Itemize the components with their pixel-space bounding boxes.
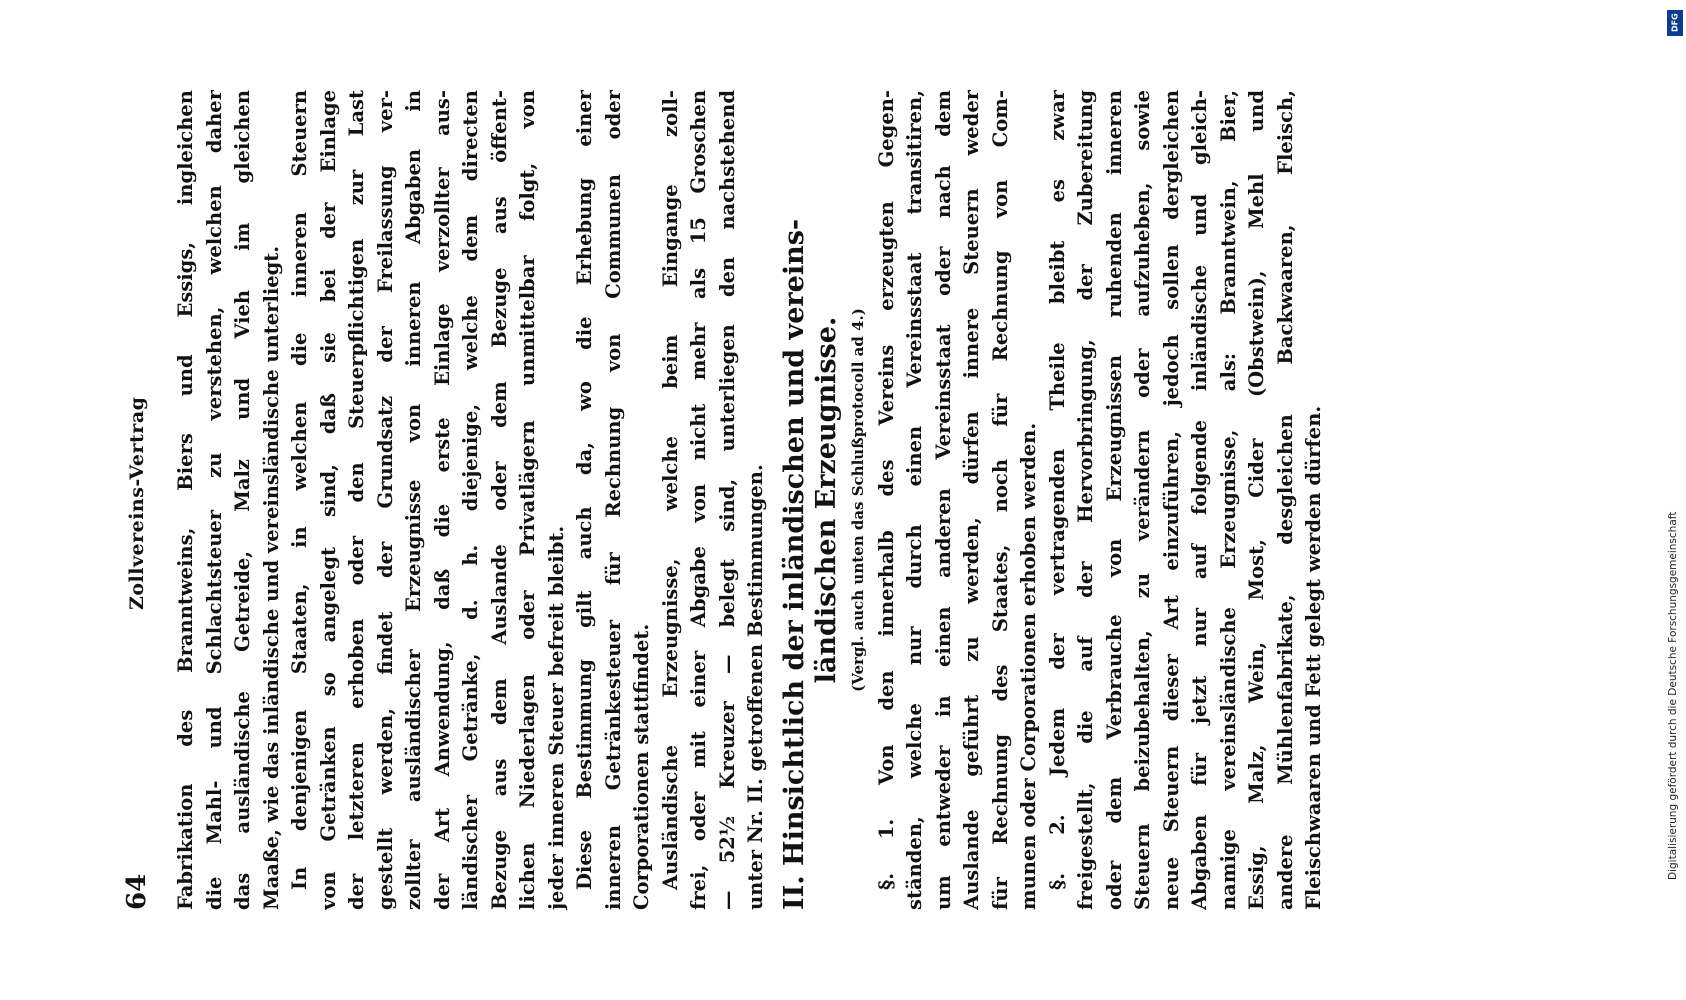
text-line: der Art Anwendung, daß die erste Einlage verzollter aus- xyxy=(430,90,454,910)
paragraph xyxy=(571,90,657,910)
text-line: Ausländische Erzeugnisse, welche beim Eingange zoll- xyxy=(658,90,682,890)
text-line: das ausländische Getreide, Malz und Vieh im gleichen xyxy=(231,90,254,910)
text-line: freigestellt, die auf der Hervorbringung, der Zubereitung xyxy=(1074,90,1097,910)
text-line: munen oder Corporationen erhoben werden. xyxy=(1017,422,1040,910)
text-line: Corporationen stattfindet. xyxy=(630,623,653,910)
text-line: neue Steuern dieser Art einzuführen, jedoch sollen dergleichen xyxy=(1159,90,1183,910)
body-text xyxy=(172,90,1329,910)
text-line: von Getränken so angelegt sind, daß sie bei der Einlage xyxy=(316,90,340,910)
text-line: Essig, Malz, Wein, Most, Cider (Obstwein), Mehl und xyxy=(1245,90,1268,910)
text-line: andere Mühlenfabrikate, desgleichen Backwaaren, Fleisch, xyxy=(1273,90,1297,910)
running-title: Zollvereins-Vertrag xyxy=(126,396,148,610)
paragraph xyxy=(172,90,286,910)
text-line: ländischer Getränke, d. h. diejenige, welche dem directen xyxy=(459,90,482,910)
page-number: 64 xyxy=(122,873,152,910)
text-line: §. 1. Von den innerhalb des Vereins erzeugten Gegen- xyxy=(874,90,898,890)
text-line: die Mahl- und Schlachtsteuer zu verstehen, welchen daher xyxy=(202,90,226,910)
paragraph-section-2 xyxy=(1044,90,1329,910)
text-line: ständen, welche nur durch einen Vereinsstaat transitiren, xyxy=(903,90,926,910)
text-line: Maaße, wie das inländische und vereinsländische unterliegt. xyxy=(259,245,283,910)
text-line: §. 2. Jedem der vertragenden Theile bleibt es zwar xyxy=(1045,90,1069,890)
text-line: um entweder in einen anderen Vereinsstaat oder nach dem xyxy=(931,90,955,910)
page-header xyxy=(120,90,160,910)
text-line: für Rechnung des Staates, noch für Rechnung von Com- xyxy=(988,90,1012,910)
text-line: gestellt werden, findet der Grundsatz der Freilassung ver- xyxy=(373,90,397,910)
text-line: In denjenigen Staaten, in welchen die inneren Steuern xyxy=(288,90,311,890)
dfg-logo: DFG xyxy=(1667,10,1683,36)
rotated-book-page xyxy=(120,90,1325,910)
text-line: jeder inneren Steuer befreit bleibt. xyxy=(544,525,568,910)
text-line: Fabrikation des Branntweins, Biers und Essigs, ingleichen xyxy=(174,90,197,910)
paragraph-section-1 xyxy=(873,90,1044,910)
text-line: oder dem Verbrauche von Erzeugnissen ruhenden inneren xyxy=(1102,90,1126,910)
text-line: Diese Bestimmung gilt auch da, wo die Erhebung einer xyxy=(573,90,596,890)
text-line: Auslande geführt zu werden, dürfen innere Steuern weder xyxy=(960,90,983,910)
text-line: Abgaben für jetzt nur auf folgende inländische und gleich- xyxy=(1188,90,1211,910)
text-line: zollter ausländischer Erzeugnisse von inneren Abgaben in xyxy=(402,90,425,910)
paragraph xyxy=(657,90,771,910)
paragraph xyxy=(286,90,571,910)
text-line: lichen Niederlagen oder Privatlägern unmittelbar folgt, von xyxy=(516,90,539,910)
section-heading-continued: ländischen Erzeugnisse. xyxy=(810,316,842,684)
text-line: unter Nr. II. getroffenen Bestimmungen. xyxy=(744,464,767,910)
text-line: Steuern beizubehalten, zu verändern oder aufzuheben, sowie xyxy=(1131,90,1154,910)
section-heading: II. Hinsichtlich der inländischen und vereins- xyxy=(778,218,810,910)
digitization-credit: Digitalisierung gefördert durch die Deutsche Forschungsgemeinschaft xyxy=(1667,511,1679,880)
section-reference-note: (Vergl. auch unten das Schlußprotocoll ad 4.) xyxy=(848,308,867,692)
text-line: inneren Getränkesteuer für Rechnung von Communen oder xyxy=(601,90,625,910)
text-line: Fleischwaaren und Fett gelegt werden dürfen. xyxy=(1302,405,1325,910)
text-line: frei, oder mit einer Abgabe von nicht mehr als 15 Groschen xyxy=(687,90,710,910)
text-line: der letzteren erhoben oder den Steuerpflichtigen zur Last xyxy=(345,90,368,910)
text-line: — 52½ Kreuzer — belegt sind, unterliegen den nachstehend xyxy=(715,90,739,910)
text-line: namige vereinsländische Erzeugnisse, als: Branntwein, Bier, xyxy=(1216,90,1240,910)
text-line: Bezuge aus dem Auslande oder dem Bezuge aus öffent- xyxy=(487,90,511,910)
